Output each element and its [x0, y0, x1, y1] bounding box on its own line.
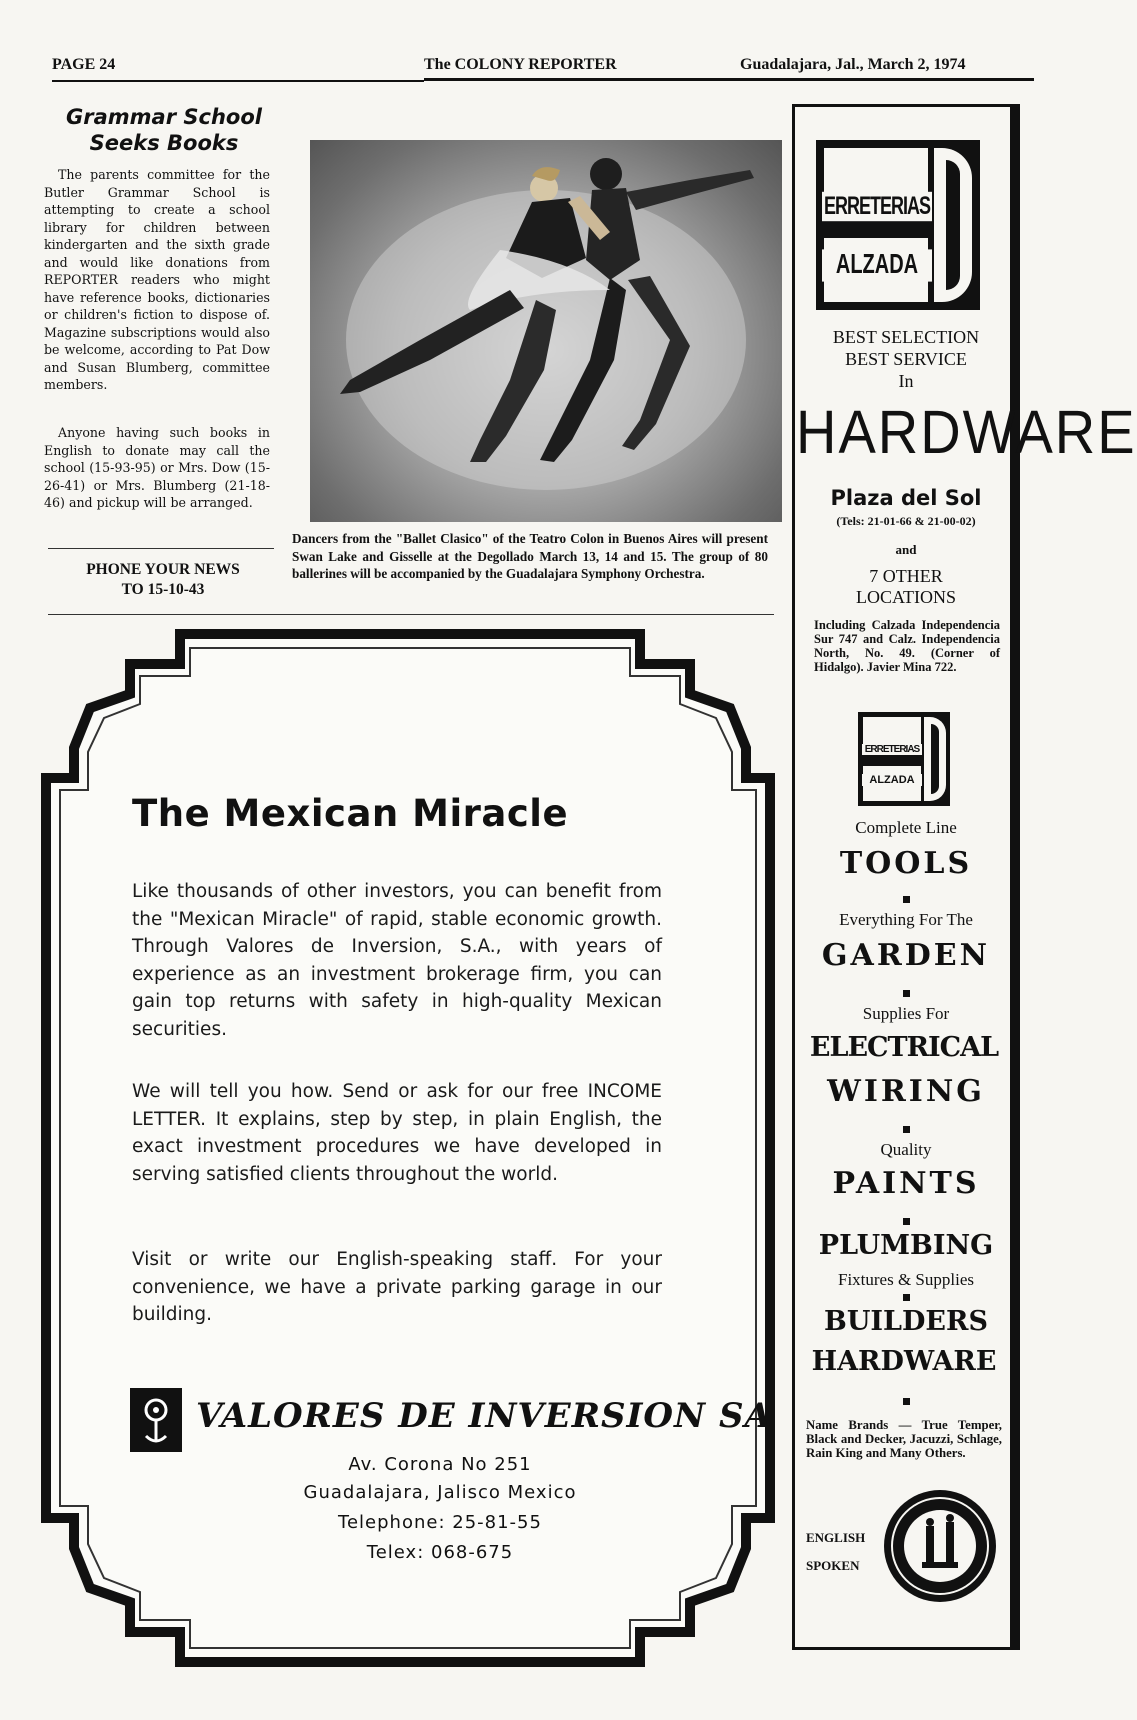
fixtures-supplies: Fixtures & Supplies [837, 1270, 974, 1289]
dancers-illustration [310, 140, 782, 522]
divider [48, 548, 274, 549]
plaza-phones: (Tels: 21-01-66 & 21-00-02) [836, 514, 976, 528]
photo-caption: Dancers from the "Ballet Clasico" of the Teatro Colon in Buenos Aires will present Swan Lake and Gisselle at the Degollado March 13, 14 and 15. The group of 80 ballerines will be accompanied by the Guadalajara Symphony Orchestra. [292, 531, 768, 581]
seal-icon [884, 1490, 996, 1602]
everything-for: Everything For The [839, 910, 973, 929]
bullet [903, 896, 910, 903]
header-rule [52, 80, 424, 82]
flower-anchor-icon [130, 1388, 182, 1452]
bullet [903, 1398, 910, 1405]
company-city: Guadalajara, Jalisco Mexico [303, 1482, 577, 1503]
tools-heading: TOOLS [839, 846, 973, 881]
company-telex: Telex: 068-675 [366, 1542, 514, 1563]
supplies-for: Supplies For [862, 1004, 950, 1023]
bullet [903, 1294, 910, 1301]
newspaper-name: The COLONY REPORTER [424, 56, 617, 73]
best-selection: BEST SELECTION BEST SERVICE In [832, 327, 980, 391]
electrical-heading: ELECTRICAL [809, 1032, 999, 1063]
chamber-of-commerce-seal [884, 1490, 996, 1602]
company-address: Av. Corona No 251 [348, 1454, 532, 1475]
plumbing-heading: PLUMBING [818, 1230, 994, 1261]
article-paragraph: The parents committee for the Butler Grammar School is attempting to create a school library for children between kindergarten and the sixth grade and would like donations from REPORTER readers who might have reference books, dictionaries or children's fiction to dispose of. Magazine subscriptions would also be welcome, according to Pat Dow and Susan Blumberg, committee members. [44, 167, 270, 392]
header-rule-thick [424, 78, 1034, 81]
complete-line: Complete Line [855, 818, 957, 837]
bullet [903, 1218, 910, 1225]
company-name: VALORES DE INVERSION SA [196, 1396, 772, 1436]
other-locations: 7 OTHER LOCATIONS [855, 566, 956, 607]
company-telephone: Telephone: 25-81-55 [338, 1512, 542, 1533]
ferreterias-logo-small: ERRETERIAS ALZADA [858, 712, 950, 806]
spoken-label: SPOKEN [806, 1558, 860, 1573]
location-list: Including Calzada Independencia Sur 747 and Calz. Independencia North, No. 49. (Corner of Hidalgo). Javier Mina 722. [814, 618, 1000, 674]
dateline: Guadalajara, Jal., March 2, 1974 [740, 56, 966, 73]
plaza-del-sol: Plaza del Sol [830, 486, 982, 510]
and-text: and [895, 542, 917, 557]
valores-logo [130, 1388, 182, 1452]
quality: Quality [880, 1140, 932, 1159]
builders-heading: BUILDERS [824, 1306, 988, 1337]
ballet-photo [310, 140, 782, 522]
ad-headline: The Mexican Miracle [132, 792, 569, 835]
ad-paragraph: Visit or write our English-speaking staff. For your convenience, we have a private parking garage in our building. [132, 1249, 662, 1325]
page-number: PAGE 24 [52, 56, 116, 73]
article-title: Grammar School Seeks Books [66, 105, 262, 155]
ferreterias-logo: ERRETERIAS ALZADA [816, 140, 980, 310]
hardware-headline: HARDWARE [796, 397, 1137, 467]
bullet [903, 990, 910, 997]
name-brands: Name Brands — True Temper, Black and Decker, Jacuzzi, Schlage, Rain King and Many Others. [806, 1418, 1002, 1460]
phone-your-news: PHONE YOUR NEWS TO 15-10-43 [86, 561, 240, 598]
garden-heading: GARDEN [821, 938, 991, 973]
bullet [903, 1126, 910, 1133]
builders-hardware-heading: HARDWARE [811, 1346, 997, 1377]
wiring-heading: WIRING [827, 1074, 985, 1109]
divider [48, 614, 774, 615]
paints-heading: PAINTS [832, 1166, 980, 1201]
article-paragraph: Anyone having such books in English to donate may call the school (15-93-95) or Mrs. Dow (15-26-41) or Mrs. Blumberg (21-18-46) and pickup will be arranged. [44, 425, 270, 510]
english-label: ENGLISH [806, 1530, 866, 1545]
ad-paragraph: Like thousands of other investors, you can benefit from the "Mexican Miracle" of rapid, stable economic growth. Through Valores de Inversion, S.A., with years of experience as an investment brokerage firm, you can gain top returns with safety in high-quality Mexican securities. [132, 881, 662, 1040]
ad-paragraph: We will tell you how. Send or ask for our free INCOME LETTER. It explains, step by step, in plain English, the exact investment procedures we have developed in serving satisfied clients throughout the world. [132, 1081, 662, 1185]
